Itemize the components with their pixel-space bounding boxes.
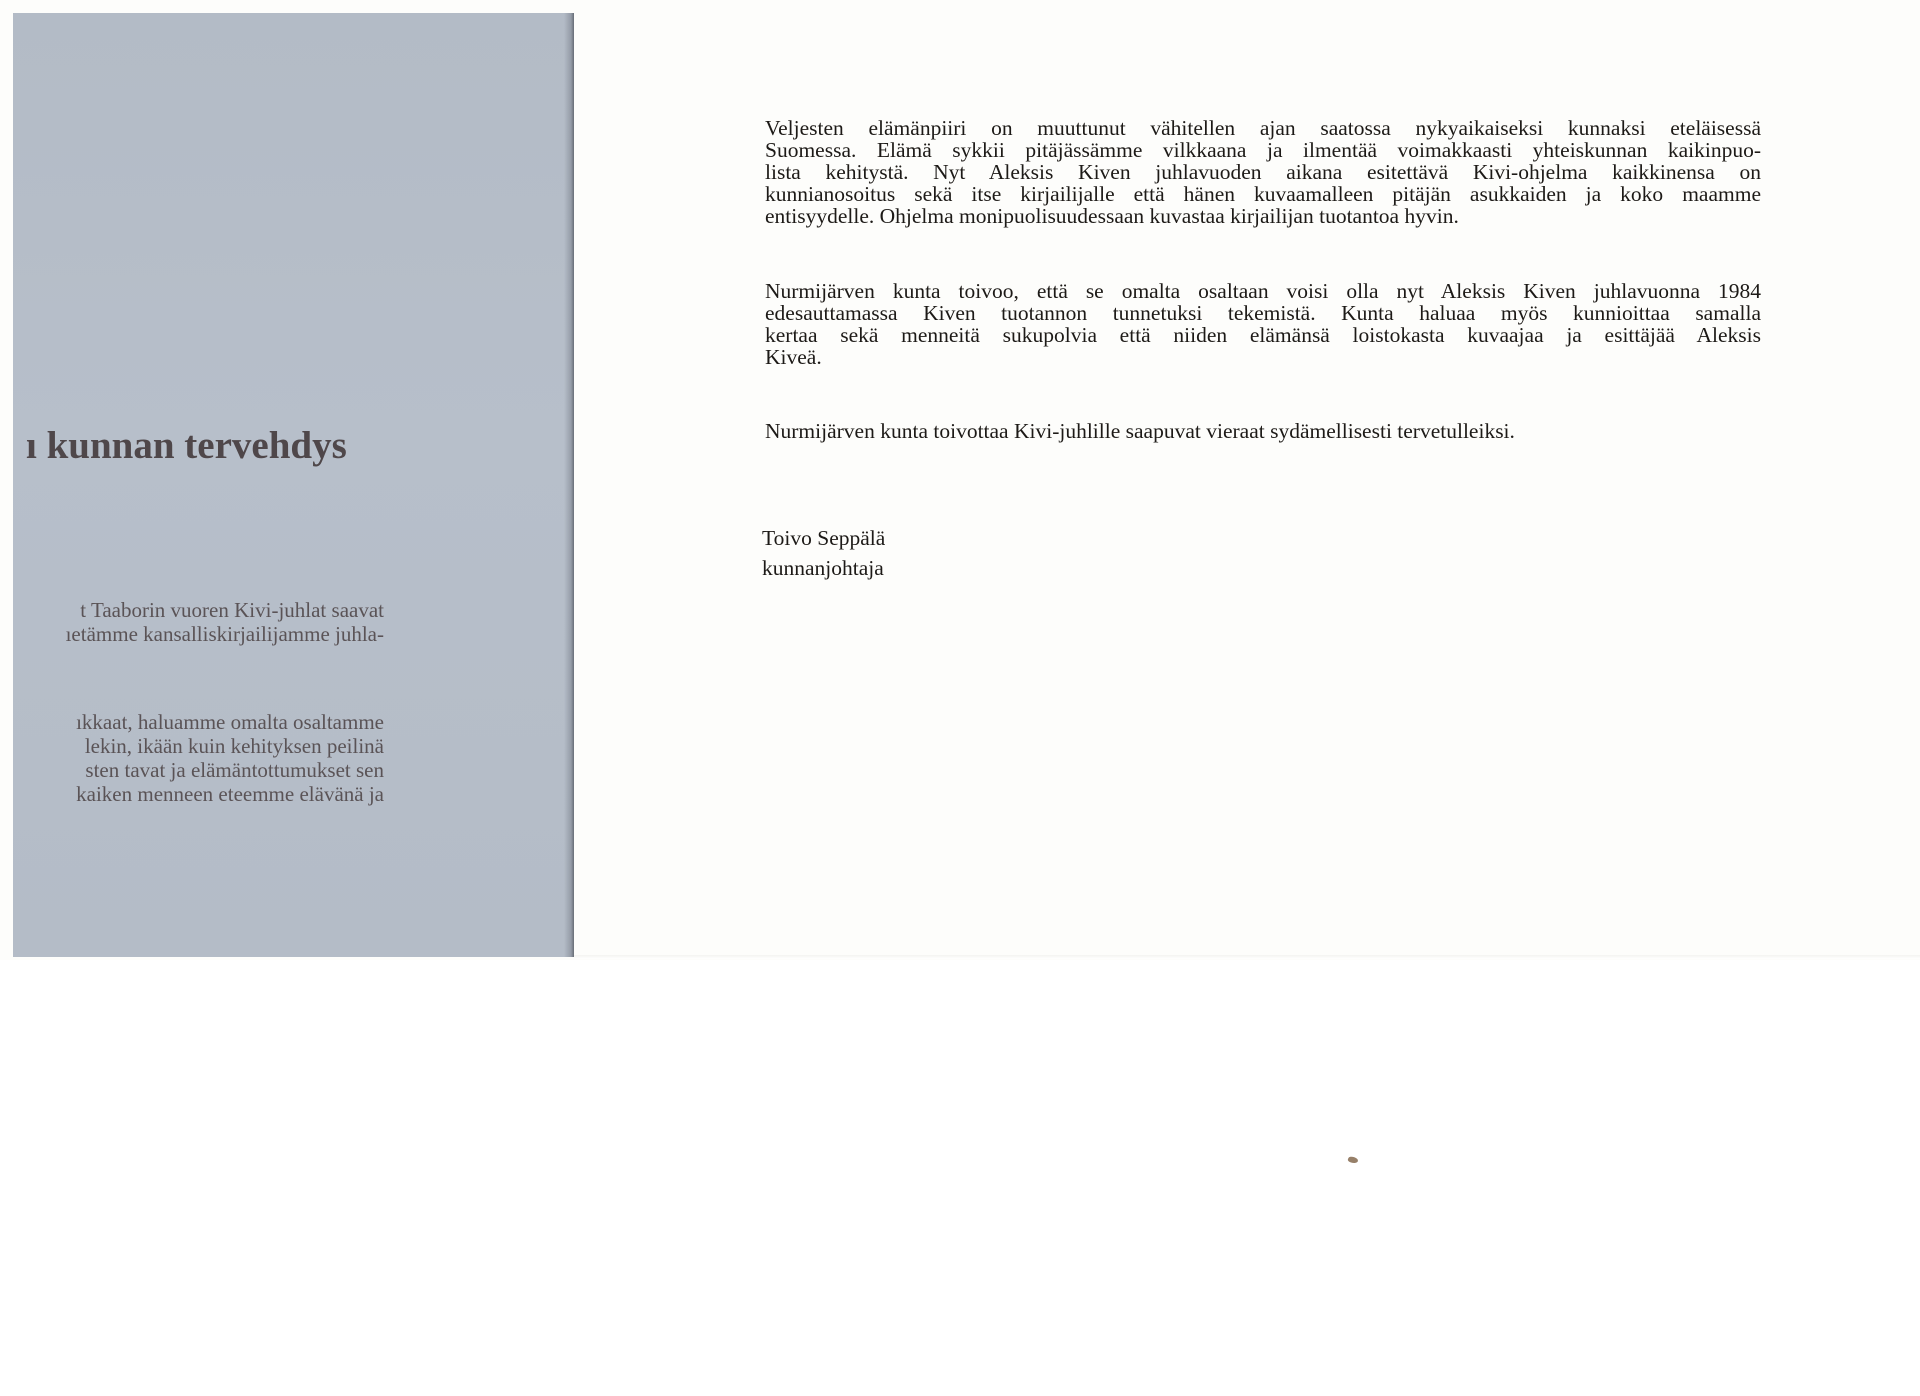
- right-page-paragraph-1: [765, 117, 1761, 227]
- text-line: Nurmijärven kunta toivottaa Kivi-juhlille saapuvat vieraat sydämellisesti tervetulleiksi.: [765, 419, 1515, 443]
- text-line: Suomessa. Elämä sykkii pitäjässämme vilkkaana ja ilmentää voimakkaasti yhteiskunnan kaikinpuo-: [765, 138, 1761, 162]
- text-line: Veljesten elämänpiiri on muuttunut vähitellen ajan saatossa nykyaikaiseksi kunnaksi eteläisessä: [765, 116, 1761, 140]
- text-line: kunnianosoitus sekä itse kirjailijalle että hänen kuvaamalleen pitäjän asukkaiden ja koko maamme: [765, 182, 1761, 206]
- left-text-line: ıetämme kansalliskirjailijamme juhla-: [65, 622, 384, 646]
- left-text-line: lekin, ikään kuin kehityksen peilinä: [84, 734, 384, 758]
- left-page-heading: ı kunnan tervehdys: [26, 424, 347, 467]
- left-text-line: kaiken menneen eteemme elävänä ja: [76, 782, 384, 806]
- scan-edge: [574, 955, 1920, 959]
- text-line: Nurmijärven kunta toivoo, että se omalta osaltaan voisi olla nyt Aleksis Kiven juhlavuonna 1984: [765, 279, 1761, 303]
- left-text-line: ıkkaat, haluamme omalta osaltamme: [76, 710, 384, 734]
- right-page-paragraph-2: [765, 280, 1761, 368]
- signature-block: [762, 523, 885, 583]
- text-line: entisyydelle. Ohjelma monipuolisuudessaan kuvastaa kirjailijan tuotantoa hyvin.: [765, 204, 1459, 228]
- left-text-line: t Taaborin vuoren Kivi-juhlat saavat: [80, 598, 384, 622]
- page-fold-shadow: [564, 13, 574, 957]
- signature-name: Toivo Seppälä: [762, 526, 886, 550]
- text-line: lista kehitystä. Nyt Aleksis Kiven juhlavuoden aikana esitettävä Kivi-ohjelma kaikkinensa on: [765, 160, 1761, 184]
- text-line: kertaa sekä menneitä sukupolvia että niiden elämänsä loistokasta kuvaajaa ja esittäjää Aleksis: [765, 323, 1761, 347]
- dust-speck: [1347, 1155, 1358, 1164]
- left-text-line: sten tavat ja elämäntottumukset sen: [85, 758, 384, 782]
- text-line: Kiveä.: [765, 345, 822, 369]
- signature-title: kunnanjohtaja: [762, 556, 884, 580]
- right-page-paragraph-3: [765, 420, 1761, 442]
- left-page-cover: [13, 13, 574, 957]
- text-line: edesauttamassa Kiven tuotannon tunnetuksi tekemistä. Kunta haluaa myös kunnioittaa samalla: [765, 301, 1761, 325]
- left-page-paragraph-2: [76, 710, 384, 806]
- left-page-paragraph-1: [66, 598, 384, 646]
